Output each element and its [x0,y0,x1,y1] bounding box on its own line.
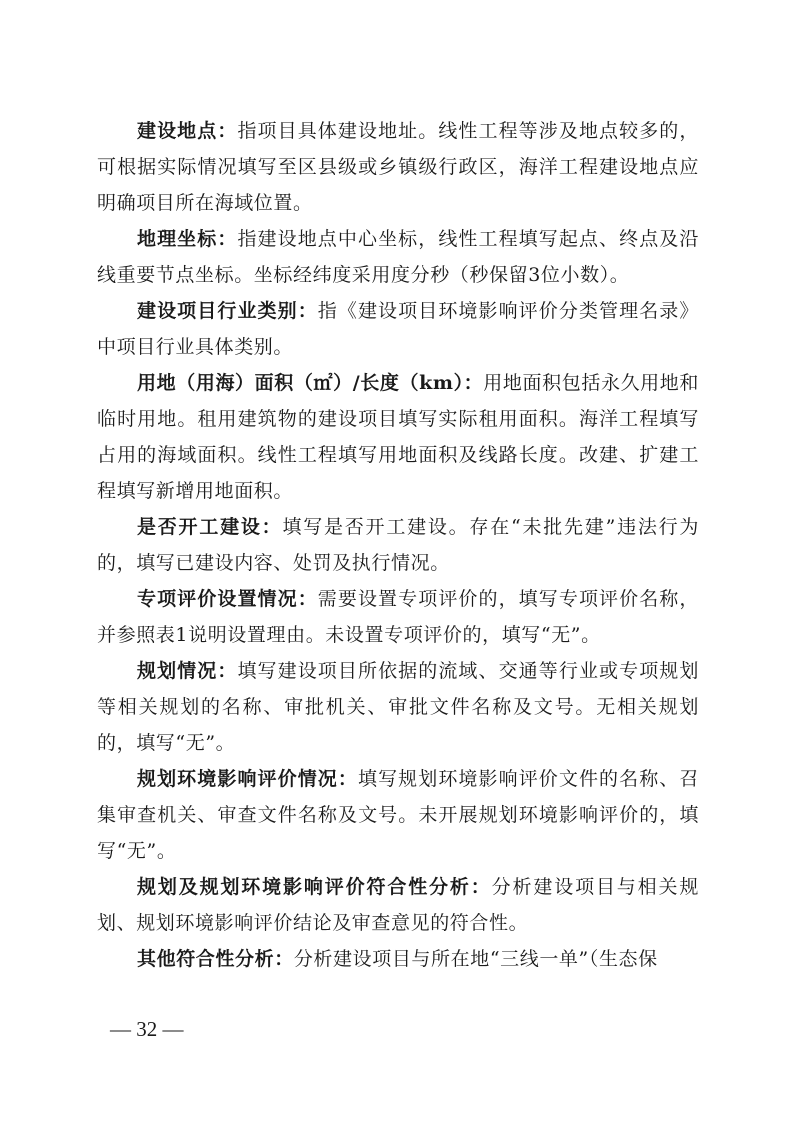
page-number: — 32 — [110,1017,184,1041]
term-definition: 填写建设项目所依据的流域、交通等行业或专项规划等相关规划的名称、审批机关、审批文件名称及文号。无相关规划的，填写“无”。 [97,660,699,754]
paragraph-special-assessment [97,581,699,653]
term-label: 专项评价设置情况： [137,588,318,610]
term-label: 是否开工建设： [137,516,283,538]
term-definition: 分析建设项目与所在地“三线一单”（生态保 [293,948,658,970]
paragraph-construction-site [97,113,699,221]
term-label: 地理坐标： [137,228,238,250]
term-definition: 指项目具体建设地址。线性工程等涉及地点较多的，可根据实际情况填写至区县级或乡镇级行政区，海洋工程建设地点应明确项目所在海域位置。 [97,120,699,214]
paragraph-other-compliance [97,941,699,977]
term-label: 建设项目行业类别： [137,300,318,322]
term-definition: 分析建设项目与相关规划、规划环境影响评价结论及审查意见的符合性。 [97,876,699,934]
term-label: 用地（用海）面积（㎡）/长度（km）： [137,372,484,394]
paragraph-construction-started [97,509,699,581]
document-body [97,113,699,977]
paragraph-land-area [97,365,699,509]
paragraph-planning-eia-status [97,761,699,869]
term-definition: 用地面积包括永久用地和临时用地。租用建筑物的建设项目填写实际租用面积。海洋工程填写占用的海域面积。线性工程填写用地面积及线路长度。改建、扩建工程填写新增用地面积。 [97,372,699,502]
term-definition: 指建设地点中心坐标，线性工程填写起点、终点及沿线重要节点坐标。坐标经纬度采用度分秒（秒保留3位小数）。 [97,228,699,286]
paragraph-industry-category [97,293,699,365]
paragraph-planning-compliance [97,869,699,941]
paragraph-geo-coordinates [97,221,699,293]
term-label: 规划环境影响评价情况： [137,768,358,790]
paragraph-planning-status [97,653,699,761]
term-label: 规划及规划环境影响评价符合性分析： [137,876,492,898]
term-definition: 填写是否开工建设。存在“未批先建”违法行为的，填写已建设内容、处罚及执行情况。 [97,516,699,574]
term-definition: 指《建设项目环境影响评价分类管理名录》中项目行业具体类别。 [97,300,699,358]
term-label: 其他符合性分析： [137,948,294,970]
term-definition: 需要设置专项评价的，填写专项评价名称，并参照表1说明设置理由。未设置专项评价的，填写“无”。 [97,588,699,646]
term-label: 规划情况： [137,660,238,682]
term-definition: 填写规划环境影响评价文件的名称、召集审查机关、审查文件名称及文号。未开展规划环境影响评价的，填写“无”。 [97,768,700,862]
term-label: 建设地点： [137,120,238,142]
